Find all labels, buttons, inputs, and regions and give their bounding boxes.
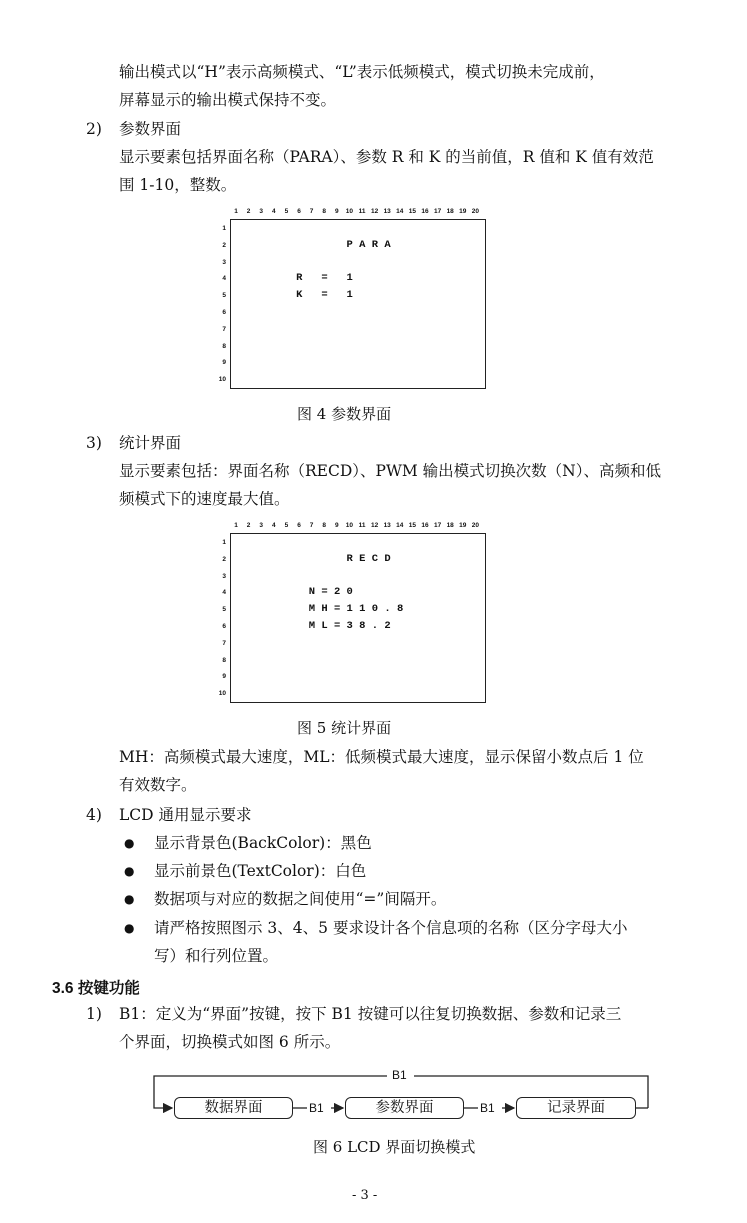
lcd-char: R: [346, 552, 353, 565]
lcd-column-number: 14: [396, 208, 404, 215]
lcd-row-number: 3: [222, 572, 226, 580]
bullet-item-4: 请严格按照图示 3、4、5 要求设计各个信息项的名称（区分字母大小: [154, 919, 628, 937]
lcd-row-number: 9: [222, 673, 226, 681]
lcd-column-number: 13: [383, 522, 391, 529]
lcd-column-number: 13: [383, 208, 391, 215]
note-line-2: 有效数字。: [119, 776, 197, 794]
lcd-column-number: 14: [396, 522, 404, 529]
lcd-char: A: [384, 238, 391, 251]
bullet-dot: ●: [124, 864, 135, 878]
bullet-item-4-cont: 写）和行列位置。: [154, 947, 279, 965]
lcd-char: D: [384, 552, 391, 565]
lcd-row-number: 7: [222, 639, 226, 647]
lcd-row-number: 6: [222, 309, 226, 316]
lcd-column-number: 20: [471, 522, 479, 529]
lcd-char: R: [296, 272, 303, 285]
lcd-column-number: 7: [309, 208, 314, 215]
bullet-dot: ●: [124, 892, 135, 906]
lcd-column-number: 18: [446, 208, 454, 215]
lcd-char: 1: [346, 289, 353, 302]
lcd-column-number: 8: [322, 208, 326, 215]
sec2-line-1: 显示要素包括界面名称（PARA）、参数 R 和 K 的当前值，R 值和 K 值有效范: [119, 148, 654, 166]
lcd-char: R: [371, 238, 379, 251]
lcd-char: 1: [346, 272, 353, 285]
lcd-char: =: [321, 586, 328, 599]
section-3-6-heading: 3.6 按键功能: [52, 980, 140, 997]
lcd-column-number: 11: [358, 522, 366, 529]
lcd-column-number: 1: [234, 522, 238, 529]
lcd-char: H: [321, 603, 328, 616]
lcd-char: K: [296, 289, 303, 302]
lcd-char: 8: [359, 620, 366, 632]
lcd-column-number: 16: [421, 208, 429, 215]
flow-arrow-label-2: B1: [480, 1101, 495, 1115]
lcd-char: 0: [346, 586, 353, 599]
lcd-row-number: 10: [218, 376, 226, 384]
figure-6-caption: 图 6 LCD 界面切换模式: [313, 1138, 476, 1156]
lcd-char: 2: [333, 586, 341, 599]
lcd-row-number: 10: [218, 690, 226, 698]
lcd-char: P: [346, 238, 353, 251]
lcd-row-number: 2: [222, 555, 226, 563]
lcd-column-number: 3: [259, 522, 263, 529]
lcd-row-number: 1: [222, 539, 226, 546]
lcd-column-number: 4: [271, 522, 276, 529]
lcd-row-number: 5: [222, 292, 226, 300]
lcd-char: M: [308, 620, 316, 632]
lcd-para-figure: [216, 208, 488, 390]
lcd-column-number: 15: [408, 522, 416, 529]
lcd-row-number: 3: [222, 258, 226, 266]
intro-line-2: 屏幕显示的输出模式保持不变。: [119, 91, 337, 109]
lcd-row-number: 2: [222, 241, 226, 249]
intro-line-1: 输出模式以“H”表示高频模式、“L”表示低频模式，模式切换未完成前，: [119, 63, 605, 81]
sec3-title: 统计界面: [119, 434, 182, 452]
lcd-column-number: 9: [334, 208, 339, 215]
lcd-char: M: [308, 603, 316, 616]
lcd-column-number: 3: [259, 208, 263, 215]
lcd-row-number: 6: [222, 623, 226, 630]
sec36-line-2: 个界面，切换模式如图 6 所示。: [119, 1033, 341, 1051]
flow-box-record-screen: 记录界面: [516, 1097, 636, 1119]
lcd-column-number: 2: [246, 522, 251, 529]
lcd-char: 8: [396, 603, 404, 616]
lcd-column-number: 5: [284, 208, 289, 215]
flow-box-param-screen: 参数界面: [345, 1097, 464, 1119]
lcd-char: E: [359, 552, 366, 565]
lcd-column-number: 10: [345, 208, 353, 215]
bullet-item-2: 显示前景色(TextColor)：白色: [154, 862, 367, 880]
lcd-row-number: 4: [222, 589, 226, 597]
lcd-char: N: [308, 586, 316, 599]
lcd-char: L: [321, 620, 328, 632]
page-number: - 3 -: [352, 1188, 378, 1203]
lcd-row-number: 8: [222, 656, 226, 664]
sec3-number: 3): [86, 434, 102, 452]
lcd-column-number: 6: [297, 522, 301, 529]
bullet-item-3: 数据项与对应的数据之间使用“=”间隔开。: [154, 890, 447, 908]
lcd-column-number: 19: [459, 208, 467, 215]
lcd-column-number: 12: [370, 208, 379, 215]
flow-loop-label: B1: [392, 1068, 407, 1082]
sec3-line-1: 显示要素包括：界面名称（RECD）、PWM 输出模式切换次数（N）、高频和低: [119, 462, 661, 480]
sec36-item-number: 1): [86, 1005, 102, 1023]
lcd-recd-figure: [216, 522, 488, 704]
bullet-item-1: 显示背景色(BackColor)：黑色: [154, 834, 372, 852]
lcd-row-number: 8: [222, 342, 226, 350]
lcd-char: 0: [371, 603, 379, 616]
sec2-number: 2): [86, 120, 102, 138]
lcd-char: .: [371, 620, 379, 632]
lcd-row-number: 5: [222, 606, 226, 614]
lcd-char: =: [333, 603, 341, 616]
lcd-column-number: 20: [471, 208, 479, 215]
lcd-column-number: 10: [345, 522, 353, 529]
lcd-row-number: 4: [222, 275, 226, 283]
bullet-dot: ●: [124, 921, 135, 935]
lcd-row-number: 9: [222, 359, 226, 367]
lcd-char: 1: [346, 603, 353, 616]
figure-5-caption: 图 5 统计界面: [297, 719, 392, 737]
bullet-dot: ●: [124, 836, 135, 850]
lcd-char: =: [321, 289, 328, 302]
lcd-column-number: 17: [433, 522, 442, 529]
sec2-title: 参数界面: [119, 120, 182, 138]
sec36-line-1: B1：定义为“界面”按键，按下 B1 按键可以往复切换数据、参数和记录三: [119, 1005, 622, 1023]
sec3-line-2: 频模式下的速度最大值。: [119, 490, 290, 508]
lcd-column-number: 2: [246, 208, 251, 215]
lcd-char: 3: [346, 620, 353, 632]
flow-box-data-screen: 数据界面: [174, 1097, 293, 1119]
lcd-column-number: 6: [297, 208, 301, 215]
lcd-char: =: [333, 620, 341, 632]
lcd-row-number: 1: [222, 225, 226, 232]
lcd-column-number: 12: [370, 522, 379, 529]
lcd-char: =: [321, 272, 328, 285]
sec4-title: LCD 通用显示要求: [119, 806, 252, 824]
lcd-column-number: 16: [421, 522, 429, 529]
lcd-row-number: 7: [222, 325, 226, 333]
lcd-char: A: [359, 238, 366, 251]
lcd-char: 1: [359, 603, 366, 616]
lcd-column-number: 5: [284, 522, 289, 529]
lcd-column-number: 19: [459, 522, 467, 529]
lcd-column-number: 7: [309, 522, 314, 529]
lcd-char: C: [371, 552, 379, 565]
lcd-column-number: 17: [433, 208, 442, 215]
lcd-column-number: 15: [408, 208, 416, 215]
note-line-1: MH：高频模式最大速度，ML：低频模式最大速度，显示保留小数点后 1 位: [119, 748, 644, 766]
sec2-line-2: 围 1-10，整数。: [119, 176, 237, 194]
lcd-column-number: 4: [271, 208, 276, 215]
lcd-column-number: 9: [334, 522, 339, 529]
lcd-char: .: [384, 603, 391, 616]
flow-arrow-label-1: B1: [309, 1101, 324, 1115]
lcd-column-number: 1: [234, 208, 238, 215]
lcd-column-number: 18: [446, 522, 454, 529]
figure-4-caption: 图 4 参数界面: [297, 405, 392, 423]
sec4-number: 4): [86, 806, 102, 824]
lcd-column-number: 11: [358, 208, 366, 215]
flow-diagram: [150, 1066, 656, 1128]
lcd-column-number: 8: [322, 522, 326, 529]
lcd-char: 2: [384, 620, 391, 632]
